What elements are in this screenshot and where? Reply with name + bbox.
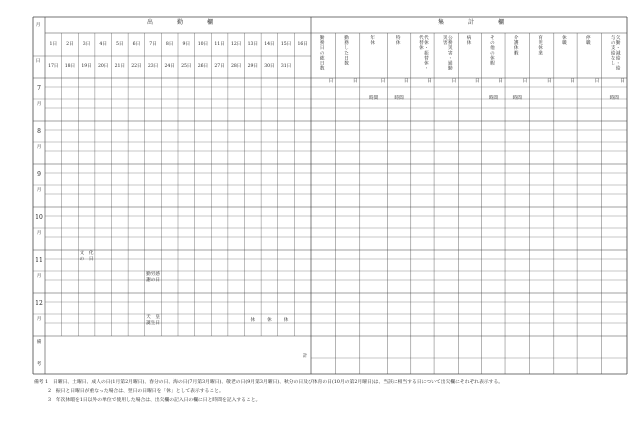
- day-top-12: 12日: [230, 42, 242, 47]
- summary-unit-7: 日: [498, 79, 503, 84]
- footnote-3: 3 年次休暇を1日以外の単位で使用した場合は、出欠欄の記入日の欄に日と時間を記入すること。: [48, 398, 261, 403]
- summary-unit-5: 日: [451, 79, 457, 84]
- header-month-label: 月: [35, 22, 40, 28]
- summary-header-9: 育児休業: [537, 35, 543, 56]
- summary-unit2-3: 時間: [394, 96, 404, 101]
- day-bottom-31: 31日: [280, 64, 292, 69]
- note-bunka: 文 化の 日: [79, 251, 94, 262]
- day-top-8: 8日: [165, 42, 174, 47]
- summary-header-7: その他の休暇: [489, 35, 495, 66]
- day-bottom-27: 27日: [214, 64, 225, 69]
- footnote-1-text: 1 日曜日、土曜日、成人の日(1月第2月曜日)、春分の日、海の日(7月第3月曜日)、敬老の日(9月第3月曜日)、秋分の日及び体育の日(10月の第2月曜日)は、当該に相当する日について出欠欄にそれぞれ表示する。: [45, 380, 504, 385]
- header-day-label: 日: [35, 58, 40, 64]
- day-bottom-21: 21日: [114, 64, 126, 69]
- summary-unit-6: 日: [474, 79, 480, 84]
- day-bottom-17: 17日: [48, 64, 59, 69]
- note-kyu-3: 休: [283, 318, 289, 323]
- summary-header-3: 特休: [395, 35, 401, 46]
- month-number-8: 8: [37, 128, 41, 135]
- summary-header-5: 公務災害・通勤災害: [442, 35, 453, 71]
- summary-unit-11: 日: [594, 79, 600, 84]
- summary-header-1: 勤務した日数: [343, 35, 349, 66]
- day-top-6: 6日: [132, 42, 141, 47]
- month-number-9: 9: [37, 171, 41, 178]
- note-kyu-2: 休: [267, 318, 272, 323]
- summary-header-12: 欠勤・減給・給与の支給なし: [610, 35, 621, 71]
- day-bottom-28: 28日: [230, 64, 242, 69]
- summary-header-8: 介護休暇: [513, 35, 519, 56]
- day-bottom-30: 30日: [264, 64, 275, 69]
- summary-header-11: 停職: [585, 35, 591, 46]
- total-label: 計: [302, 354, 308, 359]
- summary-unit-4: 日: [427, 79, 432, 84]
- summary-header-4: 代休・振替休・代替休: [418, 35, 429, 71]
- summary-unit-12: 日: [620, 79, 625, 84]
- summary-unit2-7: 時間: [488, 96, 498, 101]
- summary-header-2: 年休: [369, 35, 375, 46]
- month-number-7: 7: [37, 85, 41, 92]
- bikou-label-1: 備: [36, 340, 42, 345]
- summary-section-title: 集 計 欄: [437, 19, 504, 26]
- day-bottom-26: 26日: [197, 64, 209, 69]
- month-suffix-9: 月: [36, 188, 42, 193]
- month-suffix-12: 月: [36, 317, 42, 322]
- day-bottom-20: 20日: [97, 64, 109, 69]
- month-suffix-8: 月: [36, 145, 42, 150]
- summary-unit2-2: 時間: [369, 96, 379, 101]
- day-top-14: 14日: [264, 42, 275, 47]
- footnote-head: 備考: [34, 380, 44, 385]
- summary-unit-1: 日: [352, 79, 358, 84]
- summary-unit-2: 日: [380, 79, 386, 84]
- day-bottom-19: 19日: [81, 64, 92, 69]
- day-top-15: 15日: [280, 42, 292, 47]
- day-bottom-18: 18日: [64, 64, 76, 69]
- summary-header-10: 休職: [561, 35, 567, 46]
- footnote-1: [34, 380, 503, 386]
- attendance-section-title: 出 勤 欄: [146, 19, 213, 26]
- note-kyu-1: 休: [250, 318, 256, 323]
- day-bottom-25: 25日: [181, 64, 192, 69]
- day-top-10: 10日: [197, 42, 209, 47]
- bikou-label-2: 考: [36, 362, 42, 367]
- day-bottom-29: 29日: [247, 64, 259, 69]
- day-bottom-23: 23日: [147, 64, 159, 69]
- day-top-7: 7日: [149, 42, 157, 47]
- summary-unit-0: 日: [328, 79, 334, 84]
- summary-unit-9: 日: [547, 79, 552, 84]
- day-bottom-24: 24日: [164, 64, 175, 69]
- summary-unit-8: 日: [522, 79, 528, 84]
- summary-header-6: 病休: [466, 35, 472, 46]
- note-kinro: 勤労感謝の日: [146, 272, 160, 283]
- day-top-5: 5日: [116, 42, 124, 47]
- day-top-4: 4日: [99, 42, 107, 47]
- day-bottom-22: 22日: [131, 64, 142, 69]
- summary-unit-10: 日: [570, 79, 575, 84]
- month-suffix-7: 月: [36, 102, 42, 107]
- day-top-16: 16日: [297, 42, 308, 47]
- day-top-13: 13日: [247, 42, 259, 47]
- month-number-11: 11: [35, 257, 43, 264]
- day-top-3: 3日: [82, 42, 91, 47]
- month-number-12: 12: [35, 300, 43, 307]
- footnote-2: 2 振日と日曜日が重なった場合は、翌日の日曜日を「休」として表示すること。: [48, 389, 224, 394]
- day-top-1: 1日: [49, 42, 58, 47]
- month-suffix-10: 月: [36, 231, 42, 236]
- summary-header-0: 勤務日の総日数: [319, 35, 325, 71]
- month-number-10: 10: [35, 214, 43, 221]
- note-tenno: 天 皇誕生日: [146, 315, 160, 326]
- day-top-2: 2日: [66, 42, 74, 47]
- summary-unit2-8: 時間: [512, 96, 522, 101]
- summary-unit2-12: 時間: [609, 96, 619, 101]
- day-top-9: 9日: [182, 42, 191, 47]
- month-suffix-11: 月: [36, 274, 42, 279]
- summary-unit-3: 日: [403, 79, 409, 84]
- day-top-11: 11日: [214, 42, 225, 47]
